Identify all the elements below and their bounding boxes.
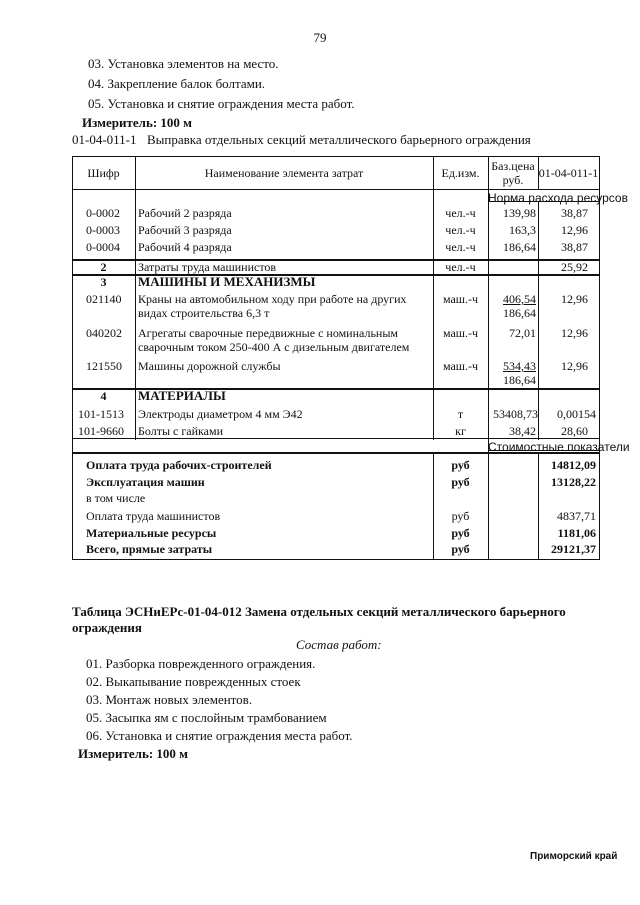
col-header-name: Наименование элемента затрат <box>204 166 364 180</box>
page-number: 79 <box>313 30 327 45</box>
row-price: 534,43 <box>503 359 536 373</box>
summary-unit: руб <box>451 526 470 540</box>
row-code: 0-0004 <box>86 240 120 254</box>
summary-value: 14812,09 <box>551 458 596 472</box>
measure-label: Измеритель: 100 м <box>78 746 189 761</box>
row-code: 121550 <box>86 359 122 373</box>
row-name: Рабочий 3 разряда <box>138 223 232 237</box>
row-name: Рабочий 2 разряда <box>138 206 232 220</box>
row-code: 4 <box>100 389 107 403</box>
row-norm: 25,92 <box>561 260 588 274</box>
row-norm: 38,87 <box>561 206 588 220</box>
row-norm: 28,60 <box>561 424 588 438</box>
col-header-norm: 01-04-011-1 <box>538 166 599 180</box>
col-header-code: Шифр <box>87 166 120 180</box>
row-norm: 12,96 <box>561 223 588 237</box>
row-code: 040202 <box>86 326 122 340</box>
work-step: 05. Засыпка ям с послойным трамбованием <box>86 710 327 725</box>
summary-value: 4837,71 <box>557 509 596 523</box>
work-step: 06. Установка и снятие ограждения места работ. <box>86 728 353 743</box>
row-price-secondary: 186,64 <box>503 373 536 387</box>
intro-step: 03. Установка элементов на место. <box>88 56 279 71</box>
row-unit: маш.-ч <box>442 292 479 306</box>
row-code: 101-9660 <box>78 424 124 438</box>
summary-unit: руб <box>451 509 470 523</box>
row-unit: маш.-ч <box>442 326 479 340</box>
row-name: Электроды диаметром 4 мм Э42 <box>138 407 303 421</box>
row-code: 2 <box>100 260 107 274</box>
col-header-unit: Ед.изм. <box>441 166 480 180</box>
row-name: Краны на автомобильном ходу при работе на других <box>138 292 407 306</box>
row-code: 3 <box>100 275 107 289</box>
row-name: Затраты труда машинистов <box>138 260 277 274</box>
row-name: Рабочий 4 разряда <box>138 240 232 254</box>
row-unit: маш.-ч <box>442 359 479 373</box>
section-heading-materials: МАТЕРИАЛЫ <box>138 388 226 403</box>
row-price-secondary: 186,64 <box>503 306 536 320</box>
row-unit: кг <box>455 424 466 438</box>
summary-label: Всего, прямые затраты <box>86 542 213 556</box>
summary-unit: руб <box>451 475 470 489</box>
row-norm: 38,87 <box>561 240 588 254</box>
section-code: 01-04-011-1 <box>72 132 137 147</box>
row-unit: чел.-ч <box>445 206 476 220</box>
summary-unit: руб <box>451 542 470 556</box>
row-code: 0-0003 <box>86 223 120 237</box>
resource-table <box>72 156 630 560</box>
summary-label: Оплата труда рабочих-строителей <box>86 458 272 472</box>
norm-subheader: Норма расхода ресурсов <box>488 191 628 205</box>
summary-unit: руб <box>451 458 470 472</box>
col-header-price-2: руб. <box>502 173 524 187</box>
summary-label: Эксплуатация машин <box>86 475 205 489</box>
row-norm: 12,96 <box>561 359 588 373</box>
row-unit: чел.-ч <box>445 240 476 254</box>
row-norm: 12,96 <box>561 326 588 340</box>
row-code: 021140 <box>86 292 122 306</box>
table2-title: Таблица ЭСНиЕРс-01-04-012 Замена отдельных секций металлического барьерного <box>72 604 566 619</box>
row-name: видах строительства 6,3 т <box>138 306 270 320</box>
work-step: 02. Выкапывание поврежденных стоек <box>86 674 301 689</box>
row-norm: 0,00154 <box>557 407 596 421</box>
row-norm: 12,96 <box>561 292 588 306</box>
summary-value: 13128,22 <box>551 475 596 489</box>
row-unit: чел.-ч <box>445 260 476 274</box>
row-price: 72,01 <box>509 326 536 340</box>
row-code: 101-1513 <box>78 407 124 421</box>
row-name: Агрегаты сварочные передвижные с номинальным <box>138 326 398 340</box>
row-price: 186,64 <box>503 240 536 254</box>
table2-title-cont: ограждения <box>72 620 142 635</box>
col-header-price-1: Баз.цена <box>491 159 535 173</box>
summary-label: Оплата труда машинистов <box>86 509 221 523</box>
row-code: 0-0002 <box>86 206 120 220</box>
works-heading: Состав работ: <box>296 637 382 652</box>
row-price: 406,54 <box>503 292 536 306</box>
work-step: 03. Монтаж новых элементов. <box>86 692 253 707</box>
work-step: 01. Разборка поврежденного ограждения. <box>86 656 316 671</box>
row-unit: чел.-ч <box>445 223 476 237</box>
section-title: Выправка отдельных секций металлического барьерного ограждения <box>147 132 531 147</box>
intro-step: 04. Закрепление балок болтами. <box>88 76 266 91</box>
row-unit: т <box>457 407 464 421</box>
row-name: сварочным током 250-400 А с дизельным двигателем <box>138 340 410 354</box>
footer-region: Приморский край <box>530 851 618 862</box>
row-price: 53408,73 <box>493 407 538 421</box>
summary-value: 1181,06 <box>557 526 596 540</box>
cost-subheader: Стоимостные показатели <box>488 440 630 454</box>
section-heading-machines: МАШИНЫ И МЕХАНИЗМЫ <box>138 274 316 289</box>
measure-label: Измеритель: 100 м <box>82 115 193 130</box>
intro-step: 05. Установка и снятие ограждения места работ. <box>88 96 355 111</box>
summary-value: 29121,37 <box>551 542 596 556</box>
row-price: 139,98 <box>503 206 536 220</box>
row-price: 163,3 <box>509 223 536 237</box>
row-price: 38,42 <box>509 424 536 438</box>
summary-label: в том числе <box>86 491 146 505</box>
summary-label: Материальные ресурсы <box>86 526 217 540</box>
row-name: Болты с гайками <box>138 424 224 438</box>
row-name: Машины дорожной службы <box>138 359 281 373</box>
